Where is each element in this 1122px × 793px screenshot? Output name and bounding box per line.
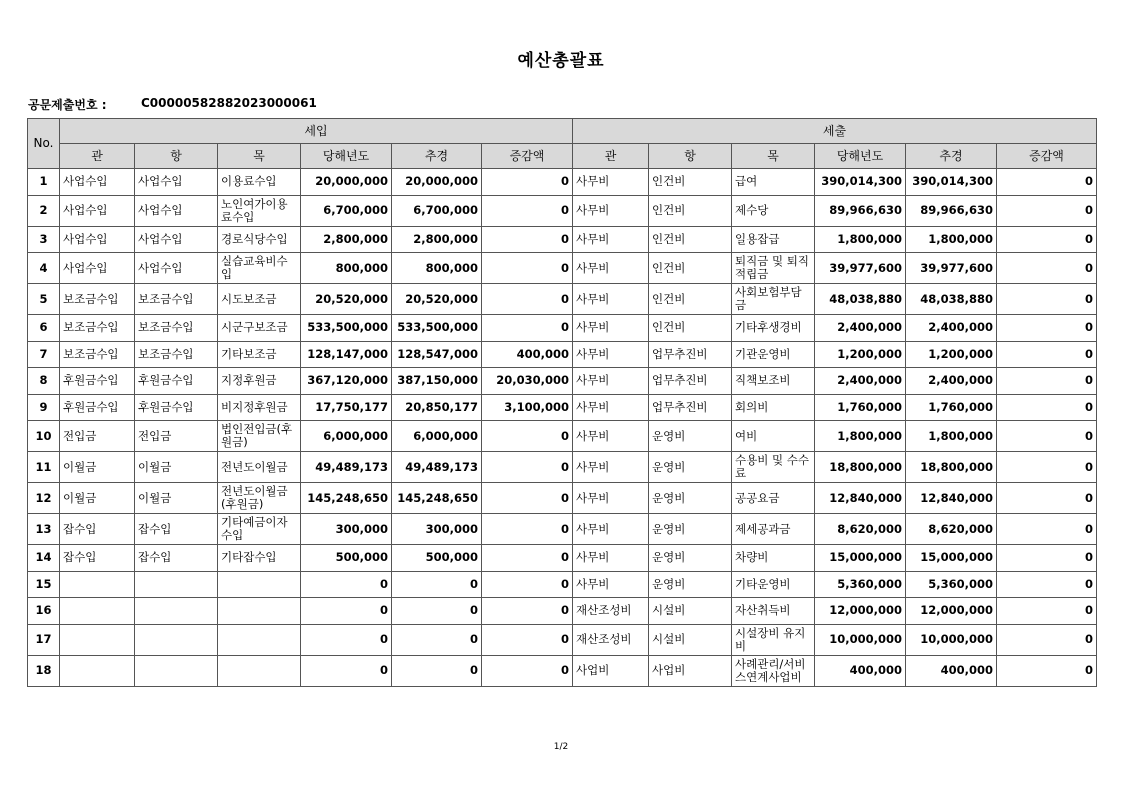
income-hang-cell: 사업수입	[135, 169, 218, 196]
income-change-cell: 0	[482, 624, 573, 655]
table-row	[28, 545, 1097, 572]
table-row	[28, 368, 1097, 395]
expense-mok-cell: 일용잡급	[732, 226, 815, 253]
expense-gwan-cell: 사무비	[573, 169, 649, 196]
expense-supplementary-cell: 18,800,000	[906, 452, 997, 483]
row-number-cell: 8	[28, 368, 60, 395]
expense-supplementary-cell: 12,840,000	[906, 483, 997, 514]
expense-current-cell: 18,800,000	[815, 452, 906, 483]
expense-change-cell: 0	[997, 624, 1097, 655]
income-current-cell: 500,000	[301, 545, 392, 572]
expense-mok-cell: 시설장비 유지비	[732, 624, 815, 655]
income-current-cell: 0	[301, 571, 392, 598]
expense-gwan-cell: 사무비	[573, 452, 649, 483]
expense-supplementary-cell: 390,014,300	[906, 169, 997, 196]
income-current-cell: 2,800,000	[301, 226, 392, 253]
table-row	[28, 483, 1097, 514]
expense-change-cell: 0	[997, 169, 1097, 196]
expense-gwan-cell: 사무비	[573, 514, 649, 545]
expense-change-header: 증감액	[997, 144, 1097, 169]
income-hang-cell: 사업수입	[135, 195, 218, 226]
income-current-cell: 20,520,000	[301, 284, 392, 315]
table-row	[28, 452, 1097, 483]
table-row	[28, 169, 1097, 196]
income-hang-cell: 보조금수입	[135, 341, 218, 368]
income-change-cell: 0	[482, 226, 573, 253]
expense-current-cell: 12,000,000	[815, 598, 906, 625]
table-row	[28, 655, 1097, 686]
income-hang-cell	[135, 571, 218, 598]
expense-hang-cell: 인건비	[649, 315, 732, 342]
expense-current-cell: 1,800,000	[815, 226, 906, 253]
table-row	[28, 571, 1097, 598]
table-row	[28, 421, 1097, 452]
income-current-header: 당해년도	[301, 144, 392, 169]
expense-change-cell: 0	[997, 421, 1097, 452]
income-change-cell: 0	[482, 655, 573, 686]
expense-mok-cell: 사회보험부담금	[732, 284, 815, 315]
income-hang-cell: 후원금수입	[135, 368, 218, 395]
expense-current-cell: 1,200,000	[815, 341, 906, 368]
income-gwan-cell: 보조금수입	[60, 315, 135, 342]
expense-gwan-cell: 사무비	[573, 368, 649, 395]
expense-mok-cell: 급여	[732, 169, 815, 196]
expense-supplementary-cell: 2,400,000	[906, 315, 997, 342]
income-current-cell: 128,147,000	[301, 341, 392, 368]
income-mok-cell: 지정후원금	[218, 368, 301, 395]
expense-supplementary-cell: 39,977,600	[906, 253, 997, 284]
expense-hang-header: 항	[649, 144, 732, 169]
income-current-cell: 367,120,000	[301, 368, 392, 395]
table-row	[28, 514, 1097, 545]
expense-mok-cell: 기관운영비	[732, 341, 815, 368]
expense-mok-cell: 자산취득비	[732, 598, 815, 625]
expense-change-cell: 0	[997, 341, 1097, 368]
expense-gwan-cell: 재산조성비	[573, 624, 649, 655]
expense-mok-cell: 회의비	[732, 394, 815, 421]
income-hang-cell	[135, 624, 218, 655]
expense-current-cell: 2,400,000	[815, 315, 906, 342]
income-change-cell: 0	[482, 452, 573, 483]
row-number-cell: 14	[28, 545, 60, 572]
income-current-cell: 0	[301, 598, 392, 625]
expense-gwan-cell: 사무비	[573, 394, 649, 421]
income-change-cell: 0	[482, 545, 573, 572]
income-supplementary-cell: 145,248,650	[392, 483, 482, 514]
expense-change-cell: 0	[997, 284, 1097, 315]
income-gwan-cell: 사업수입	[60, 253, 135, 284]
income-current-cell: 0	[301, 655, 392, 686]
income-change-cell: 0	[482, 598, 573, 625]
expense-gwan-cell: 사무비	[573, 421, 649, 452]
income-mok-cell: 기타보조금	[218, 341, 301, 368]
expense-change-cell: 0	[997, 545, 1097, 572]
expense-hang-cell: 인건비	[649, 169, 732, 196]
income-change-cell: 0	[482, 253, 573, 284]
income-hang-cell: 잡수입	[135, 545, 218, 572]
income-gwan-cell: 사업수입	[60, 169, 135, 196]
expense-change-cell: 0	[997, 483, 1097, 514]
expense-mok-cell: 사례관리/서비스연계사업비	[732, 655, 815, 686]
expense-mok-cell: 기타운영비	[732, 571, 815, 598]
income-current-cell: 800,000	[301, 253, 392, 284]
expense-gwan-cell: 사무비	[573, 195, 649, 226]
expense-current-cell: 39,977,600	[815, 253, 906, 284]
expense-current-cell: 48,038,880	[815, 284, 906, 315]
income-mok-cell	[218, 571, 301, 598]
expense-change-cell: 0	[997, 571, 1097, 598]
row-number-cell: 10	[28, 421, 60, 452]
expense-supplementary-cell: 1,800,000	[906, 226, 997, 253]
table-row	[28, 598, 1097, 625]
income-current-cell: 49,489,173	[301, 452, 392, 483]
expense-supplementary-cell: 5,360,000	[906, 571, 997, 598]
income-mok-cell: 시군구보조금	[218, 315, 301, 342]
expense-mok-header: 목	[732, 144, 815, 169]
row-number-cell: 3	[28, 226, 60, 253]
income-mok-cell: 경로식당수입	[218, 226, 301, 253]
expense-mok-cell: 공공요금	[732, 483, 815, 514]
expense-gwan-cell: 사업비	[573, 655, 649, 686]
expense-current-cell: 1,800,000	[815, 421, 906, 452]
expense-gwan-cell: 사무비	[573, 284, 649, 315]
income-mok-cell: 비지정후원금	[218, 394, 301, 421]
doc-number-label: 공문제출번호 :	[28, 98, 107, 112]
expense-supplementary-cell: 10,000,000	[906, 624, 997, 655]
income-hang-cell: 보조금수입	[135, 315, 218, 342]
expense-current-cell: 2,400,000	[815, 368, 906, 395]
expense-supplementary-cell: 8,620,000	[906, 514, 997, 545]
income-change-cell: 0	[482, 315, 573, 342]
expense-supplementary-cell: 48,038,880	[906, 284, 997, 315]
income-supplementary-cell: 0	[392, 624, 482, 655]
row-number-cell: 16	[28, 598, 60, 625]
expense-supplementary-cell: 15,000,000	[906, 545, 997, 572]
expense-hang-cell: 운영비	[649, 545, 732, 572]
row-number-cell: 17	[28, 624, 60, 655]
income-gwan-cell: 잡수입	[60, 514, 135, 545]
income-current-cell: 533,500,000	[301, 315, 392, 342]
expense-mok-cell: 직책보조비	[732, 368, 815, 395]
row-number-cell: 12	[28, 483, 60, 514]
table-row	[28, 624, 1097, 655]
row-number-cell: 18	[28, 655, 60, 686]
table-row	[28, 284, 1097, 315]
expense-current-cell: 10,000,000	[815, 624, 906, 655]
row-number-cell: 11	[28, 452, 60, 483]
income-supplementary-cell: 800,000	[392, 253, 482, 284]
expense-mok-cell: 제수당	[732, 195, 815, 226]
income-gwan-cell: 이월금	[60, 452, 135, 483]
table-row	[28, 315, 1097, 342]
expense-gwan-cell: 사무비	[573, 341, 649, 368]
expense-change-cell: 0	[997, 368, 1097, 395]
income-supplementary-cell: 20,850,177	[392, 394, 482, 421]
income-current-cell: 20,000,000	[301, 169, 392, 196]
expense-hang-cell: 시설비	[649, 598, 732, 625]
income-hang-cell: 보조금수입	[135, 284, 218, 315]
expense-change-cell: 0	[997, 315, 1097, 342]
income-change-cell: 0	[482, 514, 573, 545]
expense-change-cell: 0	[997, 598, 1097, 625]
expense-mok-cell: 수용비 및 수수료	[732, 452, 815, 483]
expense-hang-cell: 인건비	[649, 195, 732, 226]
income-gwan-cell	[60, 624, 135, 655]
expense-mok-cell: 제세공과금	[732, 514, 815, 545]
income-mok-cell: 기타잡수입	[218, 545, 301, 572]
table-row	[28, 341, 1097, 368]
expense-hang-cell: 운영비	[649, 571, 732, 598]
row-number-cell: 2	[28, 195, 60, 226]
income-supplementary-cell: 300,000	[392, 514, 482, 545]
income-change-cell: 0	[482, 195, 573, 226]
income-mok-cell: 전년도이월금(후원금)	[218, 483, 301, 514]
income-hang-cell	[135, 598, 218, 625]
income-supplementary-cell: 20,000,000	[392, 169, 482, 196]
row-number-cell: 7	[28, 341, 60, 368]
income-hang-cell: 후원금수입	[135, 394, 218, 421]
row-number-cell: 9	[28, 394, 60, 421]
expense-change-cell: 0	[997, 452, 1097, 483]
income-gwan-cell: 전입금	[60, 421, 135, 452]
expense-gwan-cell: 사무비	[573, 483, 649, 514]
income-gwan-cell: 잡수입	[60, 545, 135, 572]
income-gwan-header: 관	[60, 144, 135, 169]
income-mok-cell: 실습교육비수입	[218, 253, 301, 284]
income-change-header: 증감액	[482, 144, 573, 169]
income-supplementary-cell: 387,150,000	[392, 368, 482, 395]
income-hang-cell: 잡수입	[135, 514, 218, 545]
expense-mok-cell: 차량비	[732, 545, 815, 572]
income-hang-cell	[135, 655, 218, 686]
income-gwan-cell: 사업수입	[60, 195, 135, 226]
income-mok-cell	[218, 598, 301, 625]
expense-hang-cell: 운영비	[649, 452, 732, 483]
expense-change-cell: 0	[997, 514, 1097, 545]
page-title: 예산총괄표	[517, 51, 605, 71]
income-change-cell: 0	[482, 169, 573, 196]
income-mok-cell: 전년도이월금	[218, 452, 301, 483]
expense-hang-cell: 업무추진비	[649, 368, 732, 395]
income-change-cell: 400,000	[482, 341, 573, 368]
income-supplementary-cell: 6,700,000	[392, 195, 482, 226]
expense-hang-cell: 운영비	[649, 514, 732, 545]
expense-supplementary-cell: 1,760,000	[906, 394, 997, 421]
expense-hang-cell: 인건비	[649, 253, 732, 284]
income-gwan-cell	[60, 598, 135, 625]
row-number-cell: 6	[28, 315, 60, 342]
expense-mok-cell: 기타후생경비	[732, 315, 815, 342]
table-row	[28, 195, 1097, 226]
income-change-cell: 0	[482, 571, 573, 598]
income-mok-cell	[218, 624, 301, 655]
table-row	[28, 394, 1097, 421]
expense-hang-cell: 사업비	[649, 655, 732, 686]
expense-hang-cell: 업무추진비	[649, 341, 732, 368]
income-supplementary-cell: 49,489,173	[392, 452, 482, 483]
expense-change-cell: 0	[997, 655, 1097, 686]
expense-gwan-cell: 재산조성비	[573, 598, 649, 625]
table-row	[28, 226, 1097, 253]
expense-current-header: 당해년도	[815, 144, 906, 169]
income-gwan-cell	[60, 571, 135, 598]
expense-supplementary-cell: 1,800,000	[906, 421, 997, 452]
income-change-cell: 0	[482, 421, 573, 452]
income-current-cell: 17,750,177	[301, 394, 392, 421]
budget-summary-table	[27, 118, 1097, 687]
income-current-cell: 6,700,000	[301, 195, 392, 226]
expense-gwan-cell: 사무비	[573, 226, 649, 253]
expense-supplementary-cell: 2,400,000	[906, 368, 997, 395]
income-gwan-cell: 후원금수입	[60, 368, 135, 395]
income-mok-header: 목	[218, 144, 301, 169]
income-hang-cell: 사업수입	[135, 226, 218, 253]
income-gwan-cell: 사업수입	[60, 226, 135, 253]
income-hang-header: 항	[135, 144, 218, 169]
income-mok-cell: 이용료수입	[218, 169, 301, 196]
income-supplementary-cell: 2,800,000	[392, 226, 482, 253]
income-supplementary-cell: 128,547,000	[392, 341, 482, 368]
expense-gwan-cell: 사무비	[573, 571, 649, 598]
income-gwan-cell: 이월금	[60, 483, 135, 514]
expense-hang-cell: 업무추진비	[649, 394, 732, 421]
expense-current-cell: 8,620,000	[815, 514, 906, 545]
expense-supplementary-cell: 1,200,000	[906, 341, 997, 368]
income-supplementary-cell: 0	[392, 598, 482, 625]
income-change-cell: 0	[482, 483, 573, 514]
expense-mok-cell: 퇴직금 및 퇴직적립금	[732, 253, 815, 284]
expense-supplementary-cell: 12,000,000	[906, 598, 997, 625]
expense-current-cell: 400,000	[815, 655, 906, 686]
expense-current-cell: 390,014,300	[815, 169, 906, 196]
row-number-cell: 1	[28, 169, 60, 196]
expense-current-cell: 89,966,630	[815, 195, 906, 226]
row-number-cell: 5	[28, 284, 60, 315]
expense-supplementary-cell: 89,966,630	[906, 195, 997, 226]
expense-change-cell: 0	[997, 226, 1097, 253]
expense-gwan-cell: 사무비	[573, 545, 649, 572]
income-current-cell: 145,248,650	[301, 483, 392, 514]
income-change-cell: 0	[482, 284, 573, 315]
income-gwan-cell: 보조금수입	[60, 284, 135, 315]
income-current-cell: 0	[301, 624, 392, 655]
income-mok-cell	[218, 655, 301, 686]
income-change-cell: 20,030,000	[482, 368, 573, 395]
no-header: No.	[28, 119, 60, 169]
income-hang-cell: 이월금	[135, 483, 218, 514]
expense-supplementary-header: 추경	[906, 144, 997, 169]
expense-current-cell: 1,760,000	[815, 394, 906, 421]
income-supplementary-cell: 0	[392, 655, 482, 686]
page-number: 1/2	[553, 742, 569, 752]
income-mok-cell: 시도보조금	[218, 284, 301, 315]
income-gwan-cell: 후원금수입	[60, 394, 135, 421]
income-hang-cell: 이월금	[135, 452, 218, 483]
expense-change-cell: 0	[997, 394, 1097, 421]
doc-number-value: C00000582882023000061	[141, 96, 317, 110]
row-number-cell: 15	[28, 571, 60, 598]
income-group-header: 세입	[60, 119, 573, 144]
income-supplementary-cell: 6,000,000	[392, 421, 482, 452]
doc-number	[28, 96, 317, 113]
expense-current-cell: 5,360,000	[815, 571, 906, 598]
income-mok-cell: 법인전입금(후원금)	[218, 421, 301, 452]
expense-mok-cell: 여비	[732, 421, 815, 452]
income-gwan-cell	[60, 655, 135, 686]
table-row	[28, 253, 1097, 284]
expense-gwan-cell: 사무비	[573, 315, 649, 342]
income-gwan-cell: 보조금수입	[60, 341, 135, 368]
expense-hang-cell: 인건비	[649, 284, 732, 315]
income-supplementary-cell: 533,500,000	[392, 315, 482, 342]
income-change-cell: 3,100,000	[482, 394, 573, 421]
expense-gwan-header: 관	[573, 144, 649, 169]
expense-group-header: 세출	[573, 119, 1097, 144]
expense-hang-cell: 운영비	[649, 421, 732, 452]
income-current-cell: 300,000	[301, 514, 392, 545]
income-supplementary-cell: 500,000	[392, 545, 482, 572]
expense-supplementary-cell: 400,000	[906, 655, 997, 686]
expense-current-cell: 15,000,000	[815, 545, 906, 572]
income-current-cell: 6,000,000	[301, 421, 392, 452]
expense-change-cell: 0	[997, 253, 1097, 284]
income-supplementary-cell: 0	[392, 571, 482, 598]
row-number-cell: 4	[28, 253, 60, 284]
income-hang-cell: 사업수입	[135, 253, 218, 284]
expense-change-cell: 0	[997, 195, 1097, 226]
income-mok-cell: 기타예금이자수입	[218, 514, 301, 545]
income-mok-cell: 노인여가이용료수입	[218, 195, 301, 226]
expense-hang-cell: 운영비	[649, 483, 732, 514]
income-supplementary-cell: 20,520,000	[392, 284, 482, 315]
income-supplementary-header: 추경	[392, 144, 482, 169]
expense-hang-cell: 인건비	[649, 226, 732, 253]
expense-current-cell: 12,840,000	[815, 483, 906, 514]
expense-hang-cell: 시설비	[649, 624, 732, 655]
expense-gwan-cell: 사무비	[573, 253, 649, 284]
row-number-cell: 13	[28, 514, 60, 545]
income-hang-cell: 전입금	[135, 421, 218, 452]
